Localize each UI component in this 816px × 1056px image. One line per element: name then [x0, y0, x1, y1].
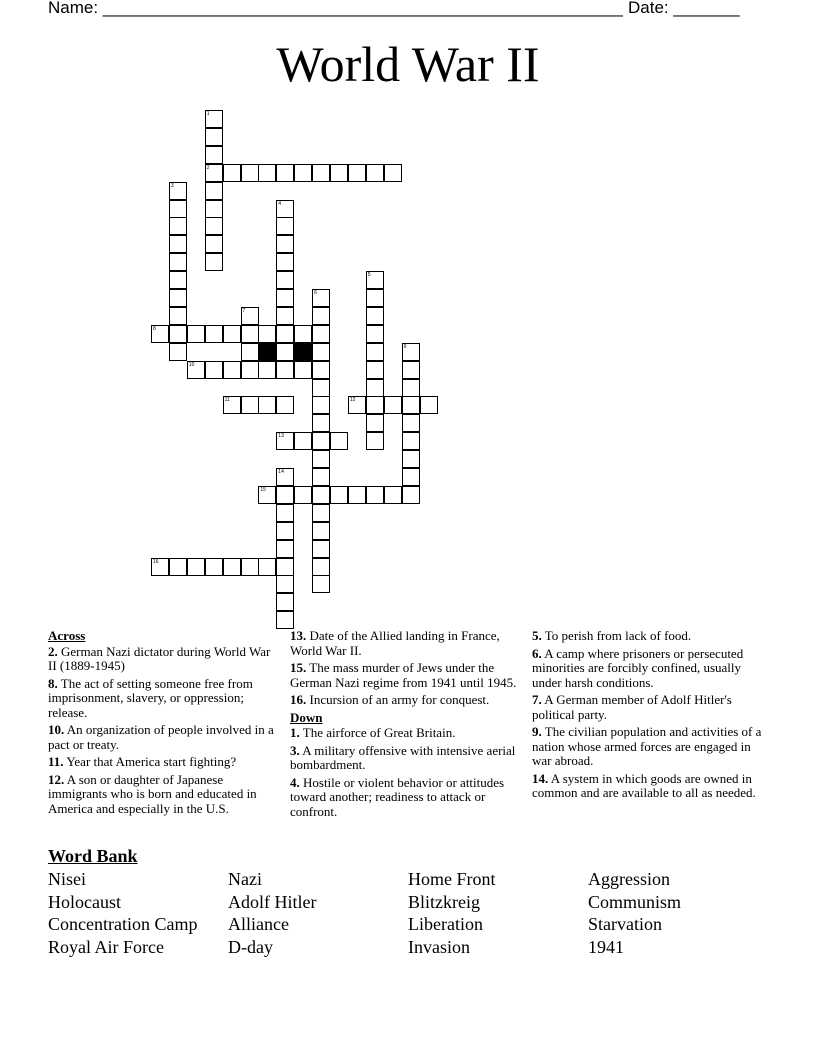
- crossword-cell[interactable]: [276, 253, 294, 271]
- crossword-cell[interactable]: [276, 271, 294, 289]
- cell-number: 15: [260, 486, 266, 493]
- word-bank-item: Alliance: [228, 914, 289, 934]
- crossword-cell[interactable]: [258, 361, 276, 379]
- cell-number: 1: [206, 111, 210, 117]
- crossword-cell[interactable]: [169, 253, 187, 271]
- crossword-cell[interactable]: [402, 414, 420, 432]
- crossword-cell[interactable]: [402, 379, 420, 397]
- crossword-cell[interactable]: [276, 522, 294, 540]
- crossword-cell[interactable]: [276, 396, 294, 414]
- crossword-black-cell: [258, 343, 276, 361]
- clue-across-15: 15. The mass murder of Jews under the German Nazi regime from 1941 until 1945.: [290, 660, 517, 690]
- clue-down-1: 1. The airforce of Great Britain.: [290, 725, 456, 740]
- cell-number: 3: [170, 182, 174, 189]
- cell-number: 5: [367, 272, 371, 279]
- clue-across-12: 12. A son or daughter of Japanese immigrants who is born and educated in America and especially in the U.S.: [48, 771, 257, 816]
- crossword-cell[interactable]: [151, 558, 169, 576]
- crossword-cell[interactable]: [384, 486, 402, 504]
- crossword-cell[interactable]: [312, 522, 330, 540]
- word-bank-item: Communism: [588, 892, 682, 912]
- crossword-cell[interactable]: [294, 164, 312, 182]
- crossword-cell[interactable]: [366, 307, 384, 325]
- word-bank-item: Starvation: [588, 914, 662, 934]
- clue-down-14: 14. A system in which goods are owned in common and are available to all as needed.: [532, 770, 756, 800]
- cell-number: 8: [153, 325, 156, 332]
- crossword-cell[interactable]: [312, 468, 330, 486]
- clue-down-4: 4. Hostile or violent behavior or attitudes toward another; readiness to attack or confront.: [290, 774, 505, 819]
- word-bank-heading: Word Bank: [48, 846, 138, 866]
- crossword-cell[interactable]: [384, 164, 402, 182]
- crossword-cell[interactable]: [223, 361, 241, 379]
- crossword-cell[interactable]: [169, 217, 187, 235]
- crossword-cell[interactable]: [205, 253, 223, 271]
- word-bank-item: Nazi: [228, 869, 262, 889]
- crossword-cell[interactable]: [312, 575, 330, 593]
- crossword-cell[interactable]: [187, 361, 205, 379]
- crossword-cell[interactable]: [169, 182, 187, 200]
- crossword-cell[interactable]: [241, 343, 259, 361]
- crossword-cell[interactable]: [241, 307, 259, 325]
- crossword-cell[interactable]: [241, 164, 259, 182]
- crossword-cell[interactable]: [312, 289, 330, 307]
- word-bank-item: Home Front: [408, 869, 496, 889]
- crossword-cell[interactable]: [223, 558, 241, 576]
- crossword-cell[interactable]: [312, 414, 330, 432]
- crossword-cell[interactable]: [276, 593, 294, 611]
- crossword-cell[interactable]: [276, 164, 294, 182]
- crossword-cell[interactable]: [402, 361, 420, 379]
- crossword-cell[interactable]: [312, 343, 330, 361]
- crossword-cell[interactable]: [241, 325, 259, 343]
- crossword-cell[interactable]: [205, 110, 223, 128]
- crossword-cell[interactable]: [384, 396, 402, 414]
- crossword-cell[interactable]: [187, 558, 205, 576]
- cell-number: 2: [206, 164, 210, 171]
- cell-number: 9: [403, 343, 407, 350]
- crossword-cell[interactable]: [402, 450, 420, 468]
- cell-number: 10: [188, 361, 195, 368]
- crossword-cell[interactable]: [366, 271, 384, 289]
- crossword-cell[interactable]: [169, 343, 187, 361]
- crossword-cell[interactable]: [294, 325, 312, 343]
- crossword-cell[interactable]: [366, 486, 384, 504]
- crossword-cell[interactable]: [276, 504, 294, 522]
- cell-number: 6: [314, 290, 317, 296]
- crossword-cell[interactable]: [276, 235, 294, 253]
- crossword-cell[interactable]: [169, 325, 187, 343]
- crossword-cell[interactable]: [312, 432, 330, 450]
- crossword-cell[interactable]: [276, 611, 294, 629]
- crossword-cell[interactable]: [187, 325, 205, 343]
- crossword-cell[interactable]: [258, 558, 276, 576]
- cell-number: 12: [349, 397, 356, 404]
- crossword-cell[interactable]: [169, 307, 187, 325]
- crossword-cell[interactable]: [205, 325, 223, 343]
- crossword-cell[interactable]: [169, 271, 187, 289]
- crossword-cell[interactable]: [241, 396, 259, 414]
- crossword-cell[interactable]: [205, 361, 223, 379]
- crossword-cell[interactable]: [366, 396, 384, 414]
- crossword-cell[interactable]: [276, 575, 294, 593]
- cell-number: 11: [224, 397, 230, 404]
- crossword-cell[interactable]: [169, 200, 187, 218]
- cell-number: 7: [242, 307, 246, 314]
- clue-across-16: 16. Incursion of an army for conquest.: [290, 692, 490, 707]
- crossword-cell[interactable]: [276, 289, 294, 307]
- crossword-cell[interactable]: [366, 164, 384, 182]
- crossword-cell[interactable]: [258, 486, 276, 504]
- word-bank-item: Liberation: [408, 914, 483, 934]
- crossword-cell[interactable]: [330, 432, 348, 450]
- cell-number: 4: [278, 200, 282, 207]
- clue-down-5: 5. To perish from lack of food.: [532, 628, 692, 643]
- cell-number: 13: [278, 433, 284, 440]
- page-title: World War II: [276, 36, 540, 92]
- crossword-cell[interactable]: [276, 432, 294, 450]
- crossword-cell[interactable]: [366, 414, 384, 432]
- clue-across-10: 10. An organization of people involved in a pact or treaty.: [48, 722, 274, 752]
- cell-number: 14: [278, 469, 284, 475]
- crossword-cell[interactable]: [205, 164, 223, 182]
- crossword-cell[interactable]: [241, 558, 259, 576]
- crossword-cell[interactable]: [276, 307, 294, 325]
- crossword-cell[interactable]: [312, 450, 330, 468]
- crossword-cell[interactable]: [312, 379, 330, 397]
- clue-across-2: 2. German Nazi dictator during World War II (1889-1945): [48, 643, 271, 673]
- crossword-cell[interactable]: [169, 289, 187, 307]
- crossword-cell[interactable]: [205, 200, 223, 218]
- word-bank-item: Royal Air Force: [48, 937, 164, 957]
- crossword-cell[interactable]: [312, 307, 330, 325]
- crossword-cell[interactable]: [366, 289, 384, 307]
- crossword-cell[interactable]: [312, 558, 330, 576]
- clue-down-9: 9. The civilian population and activities of a nation whose armed forces are engaged in war abroad.: [532, 724, 762, 768]
- crossword-cell[interactable]: [312, 361, 330, 379]
- name-field-label: Name: _______________________________________________________: [48, 0, 623, 17]
- word-bank-item: D-day: [228, 937, 273, 957]
- crossword-cell[interactable]: [312, 486, 330, 504]
- crossword-cell[interactable]: [276, 540, 294, 558]
- crossword-cell[interactable]: [205, 235, 223, 253]
- crossword-cell[interactable]: [258, 396, 276, 414]
- crossword-cell[interactable]: [276, 558, 294, 576]
- word-bank-item: Invasion: [408, 937, 470, 957]
- crossword-cell[interactable]: [366, 361, 384, 379]
- crossword-cell[interactable]: [330, 486, 348, 504]
- crossword-cell[interactable]: [402, 432, 420, 450]
- clues-column-2: [290, 629, 526, 822]
- crossword-cell[interactable]: [366, 343, 384, 361]
- word-bank-item: Blitzkreig: [408, 892, 480, 912]
- crossword-cell[interactable]: [258, 325, 276, 343]
- clue-across-13: 13. Date of the Allied landing in France, World War II.: [290, 628, 500, 658]
- crossword-cell[interactable]: [276, 468, 294, 486]
- crossword-cell[interactable]: [223, 164, 241, 182]
- word-bank-item: Aggression: [588, 869, 670, 889]
- crossword-cell[interactable]: [366, 379, 384, 397]
- crossword-cell[interactable]: [205, 558, 223, 576]
- crossword-cell[interactable]: [420, 396, 438, 414]
- clue-down-3: 3. A military offensive with intensive aerial bombardment.: [290, 742, 516, 772]
- clue-across-11: 11. Year that America start fighting?: [48, 754, 237, 769]
- crossword-cell[interactable]: [402, 486, 420, 504]
- crossword-cell[interactable]: [402, 343, 420, 361]
- clue-across-8: 8. The act of setting someone free from imprisonment, slavery, or oppression; release.: [48, 675, 253, 720]
- crossword-cell[interactable]: [151, 325, 169, 343]
- crossword-cell[interactable]: [205, 128, 223, 146]
- crossword-cell[interactable]: [169, 558, 187, 576]
- down-heading: Down: [290, 709, 323, 725]
- crossword-cell[interactable]: [348, 396, 366, 414]
- clue-down-7: 7. A German member of Adolf Hitler's political party.: [532, 692, 732, 722]
- word-bank-item: Concentration Camp: [48, 914, 198, 934]
- crossword-cell[interactable]: [294, 432, 312, 450]
- crossword-cell[interactable]: [169, 235, 187, 253]
- crossword-cell[interactable]: [241, 361, 259, 379]
- crossword-cell[interactable]: [348, 486, 366, 504]
- word-bank-item: Holocaust: [48, 892, 121, 912]
- crossword-cell[interactable]: [366, 325, 384, 343]
- cell-number: 16: [153, 558, 159, 565]
- crossword-cell[interactable]: [312, 325, 330, 343]
- crossword-cell[interactable]: [276, 486, 294, 504]
- clues-column-3: [532, 629, 768, 804]
- crossword-cell[interactable]: [402, 396, 420, 414]
- crossword-cell[interactable]: [366, 432, 384, 450]
- date-field-label: Date: _______: [628, 0, 740, 17]
- crossword-cell[interactable]: [276, 361, 294, 379]
- crossword-cell[interactable]: [312, 396, 330, 414]
- word-bank-item: 1941: [588, 937, 624, 957]
- crossword-cell[interactable]: [294, 486, 312, 504]
- word-bank-item: Nisei: [48, 869, 86, 889]
- crossword-cell[interactable]: [205, 182, 223, 200]
- crossword-cell[interactable]: [258, 164, 276, 182]
- crossword-cell[interactable]: [312, 540, 330, 558]
- crossword-cell[interactable]: [312, 164, 330, 182]
- crossword-cell[interactable]: [294, 361, 312, 379]
- crossword-cell[interactable]: [205, 146, 223, 164]
- crossword-cell[interactable]: [205, 217, 223, 235]
- across-heading: Across: [48, 628, 86, 643]
- crossword-cell[interactable]: [276, 217, 294, 235]
- crossword-cell[interactable]: [330, 164, 348, 182]
- crossword-cell[interactable]: [276, 200, 294, 218]
- crossword-cell[interactable]: [223, 325, 241, 343]
- word-bank-item: Adolf Hitler: [228, 892, 317, 912]
- crossword-cell[interactable]: [402, 468, 420, 486]
- clue-down-6: 6. A camp where prisoners or persecuted minorities are forcibly confined, usually under harsh conditions.: [532, 645, 744, 690]
- crossword-cell[interactable]: [348, 164, 366, 182]
- crossword-cell[interactable]: [312, 504, 330, 522]
- crossword-black-cell: [294, 343, 312, 361]
- crossword-cell[interactable]: [276, 325, 294, 343]
- clues-column-1: [48, 629, 280, 819]
- crossword-cell[interactable]: [223, 396, 241, 414]
- crossword-cell[interactable]: [276, 343, 294, 361]
